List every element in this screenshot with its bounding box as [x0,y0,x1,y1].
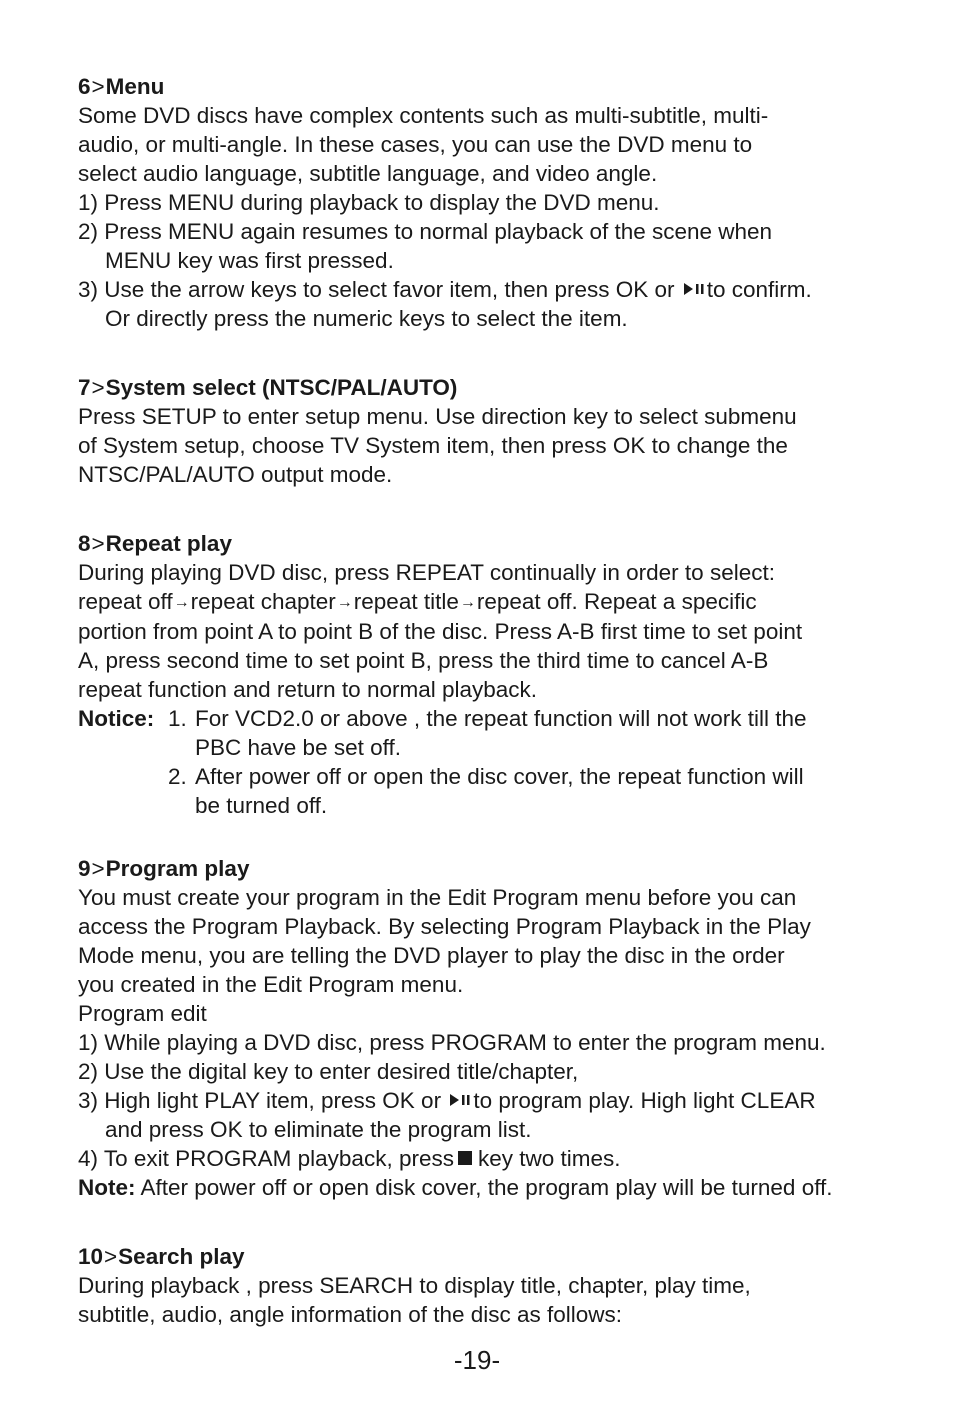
manual-page [78,72,928,1369]
notice-label: Notice: [78,706,155,731]
paragraph-line: select audio language, subtitle language, and video angle. [78,161,658,186]
step-3: 3) Use the arrow keys to select favor item, then press OK or to confirm. [78,277,812,302]
play-pause-icon [683,281,705,297]
notice-item-1: Notice: 1. For VCD2.0 or above , the repeat function will not work till the PBC have be set off. [78,706,807,760]
paragraph-line: A, press second time to set point B, press the third time to cancel A-B [78,648,769,673]
repeat-sequence: repeat off→repeat chapter→repeat title→repeat off. Repeat a specific [78,587,928,617]
paragraph-line: NTSC/PAL/AUTO output mode. [78,462,393,487]
section-heading: 6>Menu [78,74,165,99]
section-heading: 10>Search play [78,1244,245,1269]
note-label: Note: [78,1175,136,1200]
paragraph-line: During playing DVD disc, press REPEAT continually in order to select: [78,560,775,585]
section-system-select [78,373,928,489]
paragraph-line: audio, or multi-angle. In these cases, you can use the DVD menu to [78,132,753,157]
section-menu [78,72,928,333]
paragraph-line: repeat function and return to normal playback. [78,677,538,702]
arrow-right-icon: → [336,594,353,611]
step-3: 3) High light PLAY item, press OK or to program play. High light CLEAR [78,1088,816,1113]
arrow-right-icon: → [173,594,190,611]
step-2-cont: MENU key was first pressed. [105,248,394,273]
section-heading: 8>Repeat play [78,531,232,556]
paragraph-line: you created in the Edit Program menu. [78,972,464,997]
section-program-play [78,854,928,1202]
paragraph-line: You must create your program in the Edit Program menu before you can [78,885,797,910]
paragraph-line: Program edit [78,1001,207,1026]
step-4: 4) To exit PROGRAM playback, press key two times. [78,1146,621,1171]
paragraph-line: During playback , press SEARCH to display title, chapter, play time, [78,1273,751,1298]
step-2: 2) Press MENU again resumes to normal playback of the scene when [78,219,773,244]
arrow-right-icon: → [459,594,476,611]
paragraph-line: Mode menu, you are telling the DVD player to play the disc in the order [78,943,785,968]
note-line: Note: After power off or open disk cover, the program play will be turned off. [78,1175,833,1200]
step-1: 1) While playing a DVD disc, press PROGRAM to enter the program menu. [78,1030,826,1055]
paragraph-line: subtitle, audio, angle information of the disc as follows: [78,1302,623,1327]
section-search-play [78,1242,928,1329]
step-3-cont: and press OK to eliminate the program list. [105,1117,532,1142]
paragraph-line: portion from point A to point B of the disc. Press A-B first time to set point [78,619,803,644]
step-2: 2) Use the digital key to enter desired title/chapter, [78,1059,579,1084]
play-pause-icon [449,1092,471,1108]
notice-item-2: 2. After power off or open the disc cover, the repeat function will be turned off. [168,764,804,818]
stop-icon [458,1151,472,1165]
paragraph-line: of System setup, choose TV System item, then press OK to change the [78,433,788,458]
paragraph-line: Some DVD discs have complex contents such as multi-subtitle, multi- [78,103,769,128]
section-repeat-play [78,529,928,820]
paragraph-line: access the Program Playback. By selecting Program Playback in the Play [78,914,811,939]
step-3-cont: Or directly press the numeric keys to select the item. [105,306,628,331]
step-1: 1) Press MENU during playback to display the DVD menu. [78,190,660,215]
section-heading: 7>System select (NTSC/PAL/AUTO) [78,375,458,400]
paragraph-line: Press SETUP to enter setup menu. Use direction key to select submenu [78,404,797,429]
section-heading: 9>Program play [78,856,250,881]
page-number: -19- [453,1345,501,1375]
